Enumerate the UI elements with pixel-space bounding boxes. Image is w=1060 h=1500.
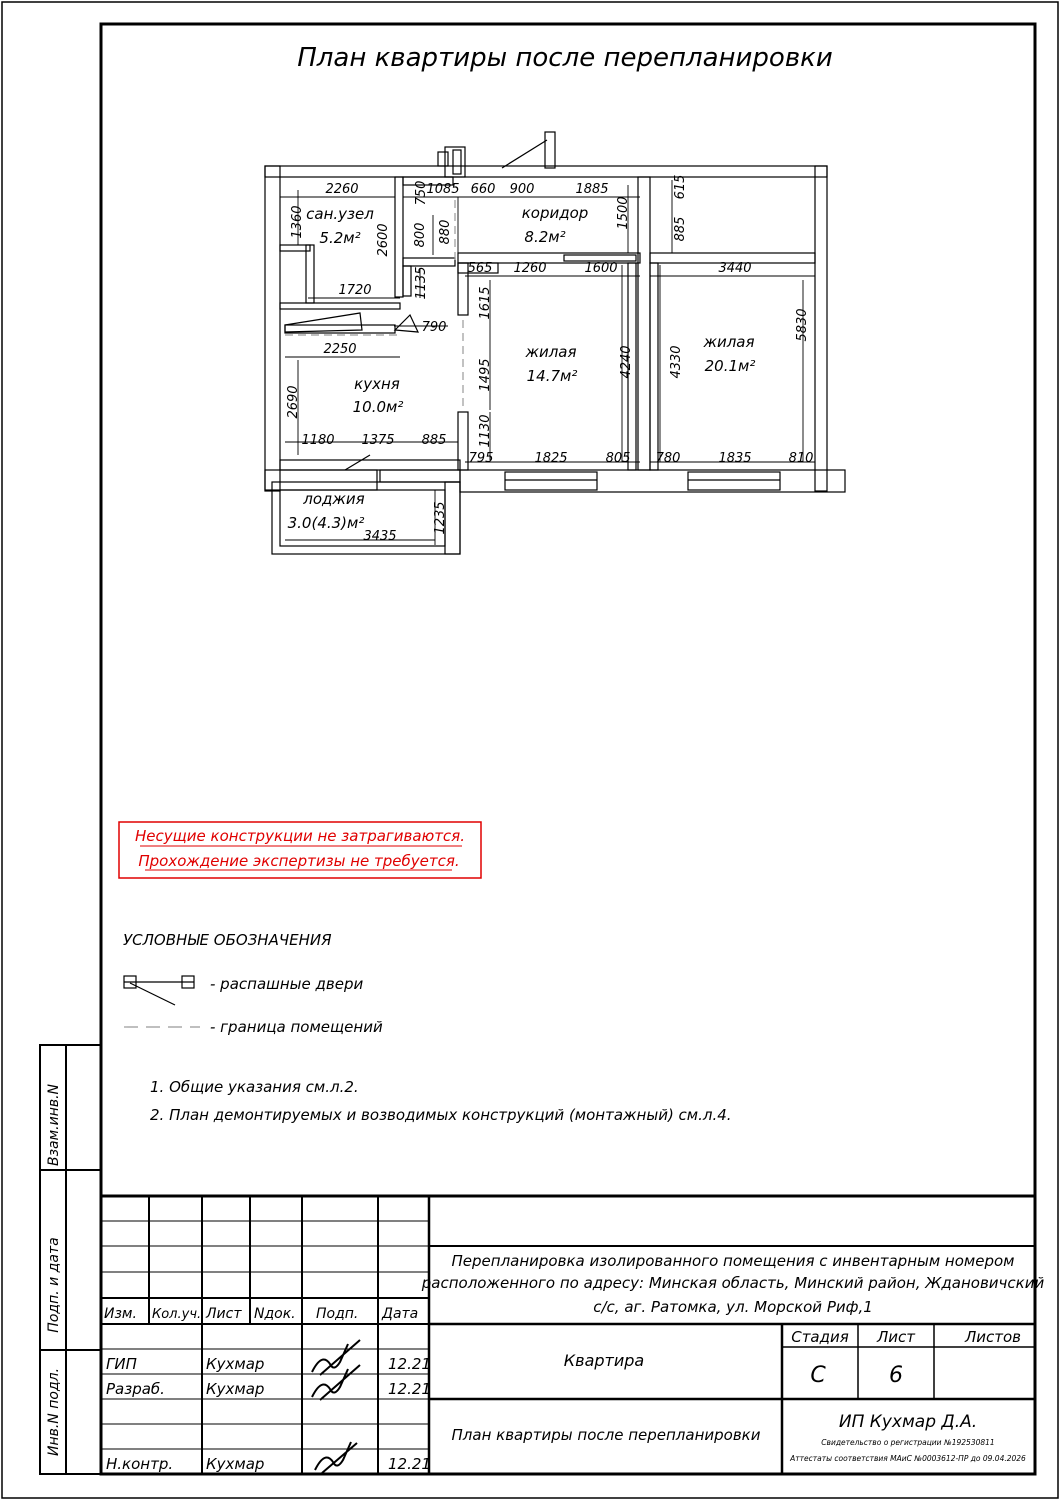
- room-name-zhilaya1: жилая: [525, 343, 577, 361]
- dim: 1130: [478, 414, 493, 448]
- dim: 1825: [534, 451, 568, 466]
- dim: 1835: [718, 451, 752, 466]
- loggia-door: [345, 455, 370, 470]
- dim: 1375: [361, 433, 395, 448]
- dim: 900: [509, 182, 535, 197]
- dim: 885: [673, 216, 688, 242]
- room-name-lodzhiya: лоджия: [303, 490, 365, 508]
- dim: 805: [605, 451, 631, 466]
- tb-role-razrab: Разраб.: [106, 1380, 165, 1398]
- dim: 3440: [718, 261, 752, 276]
- legend-door-symbol: [124, 976, 194, 1005]
- dim: 1495: [478, 358, 493, 392]
- notice-line-1: Несущие конструкции не затрагиваются.: [135, 827, 465, 845]
- dim: 1135: [414, 266, 429, 300]
- legend-door-label: - распашные двери: [210, 975, 364, 993]
- tb-cert-2: Аттестаты соответствия МАиС №0003612-ПР до 09.04.2026: [790, 1454, 1026, 1463]
- dim: 2250: [323, 342, 357, 357]
- room-area-kuhnya: 10.0м²: [352, 398, 404, 416]
- room-area-lodzhiya: 3.0(4.3)м²: [287, 514, 365, 532]
- entrance-door: [502, 140, 547, 168]
- dim: 2260: [325, 182, 359, 197]
- tb-project-line-3: с/с, аг. Ратомка, ул. Морской Риф,1: [593, 1298, 873, 1316]
- room-name-kuhnya: кухня: [354, 375, 400, 393]
- dim: 1180: [301, 433, 335, 448]
- tb-header-podp: Подп.: [316, 1306, 359, 1322]
- tb-name-nkontr: Кухмар: [206, 1455, 265, 1473]
- tb-stage-label: Стадия: [791, 1328, 849, 1346]
- tb-date-nkontr: 12.21: [388, 1455, 431, 1473]
- room-area-zhilaya1: 14.7м²: [526, 367, 578, 385]
- dim: 2690: [286, 385, 301, 419]
- right-wall: [815, 166, 827, 491]
- dim: 810: [788, 451, 814, 466]
- tb-header-data: Дата: [382, 1306, 419, 1322]
- dim: 615: [673, 174, 688, 200]
- left-wall: [265, 166, 280, 491]
- tb-cert-1: Свидетельство о регистрации №192530811: [821, 1438, 995, 1447]
- stamp-podp: Подп. и дата: [46, 1237, 62, 1333]
- room-area-koridor: 8.2м²: [524, 228, 566, 246]
- dim: 1500: [616, 196, 631, 230]
- tb-company: ИП Кухмар Д.А.: [838, 1412, 978, 1432]
- tb-role-nkontr: Н.контр.: [106, 1455, 174, 1473]
- window-1: [505, 472, 597, 490]
- sheet-title: План квартиры после перепланировки: [297, 43, 833, 73]
- dim: 780: [655, 451, 681, 466]
- note-1: 1. Общие указания см.л.2.: [150, 1078, 359, 1096]
- dim: 795: [468, 451, 494, 466]
- window-2: [688, 472, 780, 490]
- tb-header-koluch: Кол.уч.: [152, 1307, 202, 1322]
- tb-name-gip: Кухмар: [206, 1355, 265, 1373]
- room-area-zhilaya2: 20.1м²: [704, 357, 756, 375]
- stamp-inv: Инв.N подл.: [46, 1367, 62, 1457]
- dim: 4330: [669, 345, 684, 379]
- tb-header-list: Лист: [206, 1306, 242, 1322]
- dim: 5830: [795, 308, 810, 342]
- dim: 1260: [513, 261, 547, 276]
- bottom-wall-right: [460, 470, 845, 492]
- tb-header-izm: Изм.: [104, 1306, 137, 1322]
- tb-drawing-name: План квартиры после перепланировки: [451, 1426, 761, 1444]
- dim: 1085: [426, 182, 460, 197]
- dim: 1235: [433, 501, 448, 535]
- dim: 1615: [478, 286, 493, 320]
- stamp-vzam: Взам.инв.N: [46, 1083, 62, 1167]
- note-2: 2. План демонтируемых и возводимых конструкций (монтажный) см.л.4.: [150, 1106, 732, 1124]
- room-name-koridor: коридор: [521, 204, 589, 222]
- dim: 1720: [338, 283, 372, 298]
- dim: 1600: [584, 261, 618, 276]
- bottom-wall-mid: [380, 470, 460, 482]
- tb-project-line-1: Перепланировка изолированного помещения с инвентарным номером: [451, 1252, 1015, 1270]
- dim: 790: [421, 320, 447, 335]
- legend-title: УСЛОВНЫЕ ОБОЗНАЧЕНИЯ: [123, 931, 332, 949]
- dim: 660: [470, 182, 496, 197]
- partition-living: [638, 177, 650, 470]
- legend-boundary-label: - граница помещений: [210, 1018, 383, 1036]
- dim: 1360: [290, 205, 305, 239]
- tb-role-gip: ГИП: [106, 1355, 137, 1373]
- bottom-wall-left: [265, 470, 377, 490]
- tb-project-line-2: расположенного по адресу: Минская область, Минский район, Ждановичский: [421, 1274, 1045, 1292]
- tb-date-gip: 12.21: [388, 1355, 431, 1373]
- room-name-sanuzel: сан.узел: [306, 205, 374, 223]
- tb-date-razrab: 12.21: [388, 1380, 431, 1398]
- room-area-sanuzel: 5.2м²: [319, 229, 361, 247]
- tb-name-razrab: Кухмар: [206, 1380, 265, 1398]
- dim: 2600: [376, 223, 391, 257]
- signature: [312, 1340, 360, 1473]
- tb-header-ndok: Nдок.: [254, 1306, 296, 1322]
- dim: 4240: [619, 345, 634, 379]
- dim: 880: [438, 219, 453, 245]
- notice-line-2: Прохождение экспертизы не требуется.: [138, 852, 460, 870]
- tb-stage: С: [810, 1363, 826, 1388]
- bath-wall-h: [280, 303, 400, 309]
- tb-object: Квартира: [563, 1351, 645, 1370]
- tb-sheet: 6: [889, 1363, 903, 1388]
- dim: 800: [413, 222, 428, 248]
- bath-wall-v: [395, 177, 403, 297]
- room-name-zhilaya2: жилая: [703, 333, 755, 351]
- tb-sheets-label: Листов: [964, 1328, 1022, 1346]
- dim: 565: [467, 261, 493, 276]
- dim: 3435: [363, 529, 397, 544]
- dim: 885: [421, 433, 447, 448]
- dim: 750: [414, 180, 429, 206]
- dim: 1885: [575, 182, 609, 197]
- tb-sheet-label: Лист: [876, 1328, 916, 1346]
